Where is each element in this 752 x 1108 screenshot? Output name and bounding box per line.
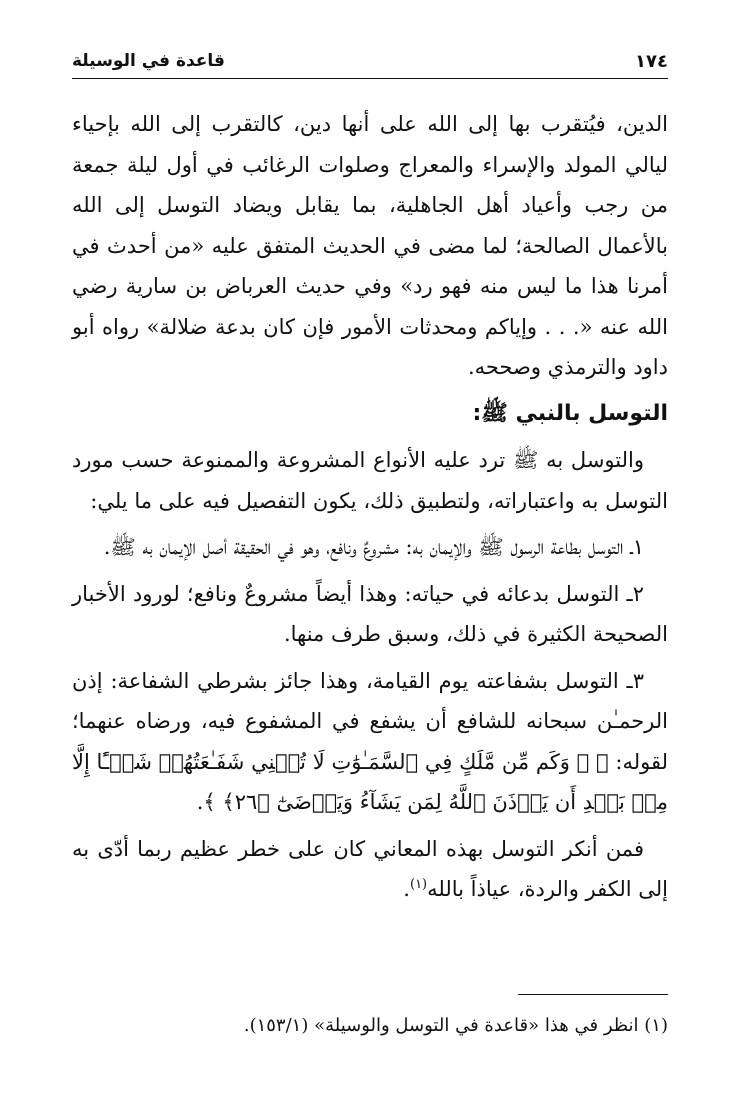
paragraph: الدين، فيُتقرب بها إلى الله على أنها دين، كالتقرب إلى الله بإحياء ليالي المولد والإسراء والمعراج وصلوات الرغائب في أول ليلة جمعة من رجب وأعياد أهل الجاهلية، بما يقابل ويضاد التوسل إلى الله بالأعمال الصالحة؛ لما مضى في الحديث المتفق عليه «من أحدث في أمرنا هذا ما ليس منه فهو رد» وفي حديث العرباض بن سارية رضي الله عنه «. . . وإياكم ومحدثات الأمور فإن كان بدعة ضلالة» رواه أبو داود والترمذي وصححه.	[72, 112, 668, 379]
paragraph-text: فمن أنكر التوسل بهذه المعاني كان على خطر عظيم ربما أدّى به إلى الكفر والردة، عياذاً بالله	[72, 836, 668, 901]
page-number: ١٧٤	[635, 50, 668, 72]
paragraph-end: .	[403, 877, 410, 901]
page-header	[72, 44, 668, 79]
footnote-reference: (١)	[409, 877, 428, 892]
running-title: قاعدة في الوسيلة	[72, 51, 225, 71]
page-body	[72, 104, 668, 916]
list-item: ١ـ التوسل بطاعة الرسول ﷺ والإيمان به: مشروعٌ ونافع، وهو في الحقيقة أصل الإيمان به ﷺ.	[103, 535, 644, 559]
paragraph: والتوسل به ﷺ ترد عليه الأنواع المشروعة والممنوعة حسب مورد التوسل به واعتباراته، ولتطبيق ذلك، يكون التفصيل فيه على ما يلي:	[72, 448, 668, 513]
list-item: ٢ـ التوسل بدعائه في حياته: وهذا أيضاً مشروعٌ ونافع؛ لورود الأخبار الصحيحة الكثيرة في ذلك، وسبق طرف منها.	[72, 581, 668, 646]
paragraph-with-footnote	[72, 829, 668, 910]
footnote: (١) انظر في هذا «قاعدة في التوسل والوسيلة» (١٥٣/١).	[243, 1015, 668, 1036]
footnote-divider	[518, 994, 668, 995]
section-heading: التوسل بالنبي ﷺ:	[472, 400, 668, 426]
list-item: ٣ـ التوسل بشفاعته يوم القيامة، وهذا جائز بشرطي الشفاعة: إذن الرحمـٰن سبحانه للشافع أن يشفع في المشفوع فيه، ورضاه عنهما؛ لقوله: ﴿ ۞ وَكَم مِّن مَّلَكٍ فِي ٱلسَّمَـٰوَٰتِ لَا تُغۡنِي شَفَـٰعَتُهُمۡ شَيۡـًٔا إِلَّا مِنۢ بَعۡدِ أَن يَأۡذَنَ ٱللَّهُ لِمَن يَشَآءُ وَيَرۡضَىٰٓ ﴿٢٦﴾ ﴾.	[72, 668, 668, 814]
